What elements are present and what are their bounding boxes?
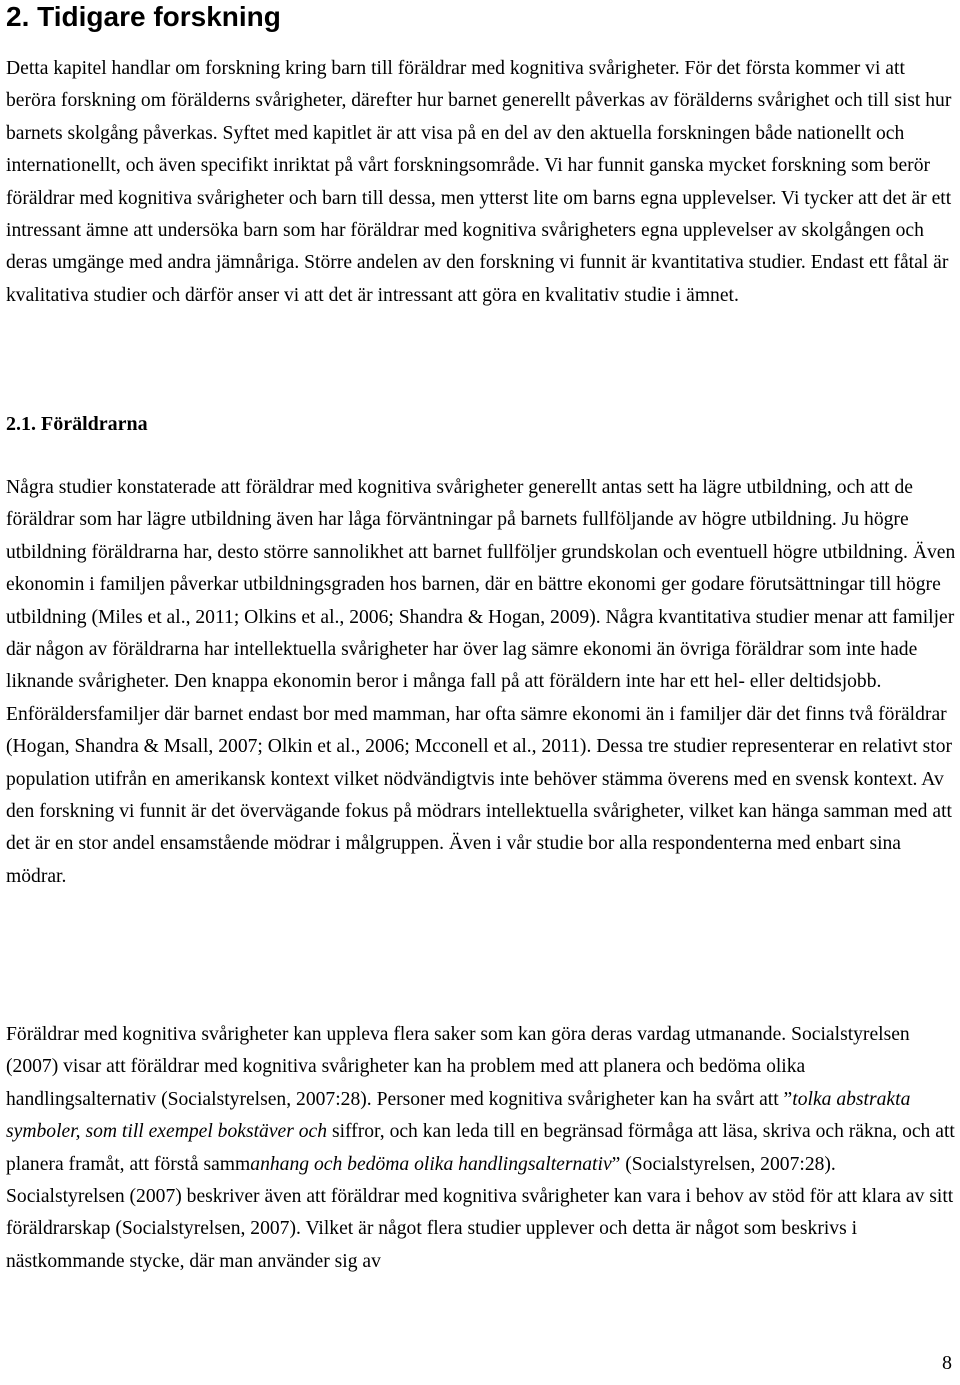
paragraph-2-text-part3: ” (Socialstyrelsen, 2007:28). Socialstyrelsen (2007) beskriver även att föräldrar med kognitiva svårigheter kan vara i behov av stöd för att klara av sitt föräldrarskap (Socialstyrelsen, 2007). Vilket är något flera studier upplever och detta är något som beskrivs i nästkommande stycke, där man använder sig av	[6, 1153, 954, 1272]
page-number: 8	[942, 1352, 952, 1374]
section-paragraph-2	[6, 1019, 956, 1278]
paragraph-2-quote-part1: tolka abstrakta symboler, som till exempel bokstäver och	[6, 1088, 911, 1143]
section-title: 2.1. Föräldrarna	[6, 413, 148, 435]
paragraph-2-quote-part2: anhang och bedöma olika handlingsalternativ	[250, 1153, 612, 1175]
paragraph-2-text-part2: siffror, och kan leda till en begränsad förmåga att läsa, skriva och räkna, och att planera framåt, att förstå samm	[6, 1121, 955, 1175]
chapter-title: 2. Tidigare forskning	[6, 1, 281, 32]
paragraph-2-text-part1: Föräldrar med kognitiva svårigheter kan uppleva flera saker som kan göra deras vardag utmanande. Socialstyrelsen (2007) visar att föräldrar med kognitiva svårigheter kan ha problem med att planera och bedöma olika handlingsalternativ (Socialstyrelsen, 2007:28). Personer med kognitiva svårigheter kan ha svårt att ”	[6, 1024, 910, 1110]
section-paragraph-1: Några studier konstaterade att föräldrar med kognitiva svårigheter generellt antas sett ha lägre utbildning, och att de föräldrar som har lägre utbildning även har låga förväntningar på barnets fullföljande av högre utbildning. Ju högre utbildning föräldrarna har, desto större sannolikhet att barnet fullföljer grundskolan och eventuell högre utbildning. Även ekonomin i familjen påverkar utbildningsgraden hos barnen, där en bättre ekonomi ger godare förutsättningar till högre utbildning (Miles et al., 2011; Olkins et al., 2006; Shandra & Hogan, 2009). Några kvantitativa studier menar att familjer där någon av föräldrarna har intellektuella svårigheter har över lag sämre ekonomi än övriga föräldrar som inte hade liknande svårigheter. Den knappa ekonomin beror i många fall på att föräldern inte har ett hel- eller deltidsjobb. Enföräldersfamiljer där barnet endast bor med mamman, har ofta sämre ekonomi än i familjer där det finns två föräldrar (Hogan, Shandra & Msall, 2007; Olkin et al., 2006; Mcconell et al., 2011). Dessa tre studier representerar en relativt stor population utifrån en amerikansk kontext vilket nödvändigtvis inte behöver stämma överens med en svensk kontext. Av den forskning vi funnit är det övervägande fokus på mödrars intellektuella svårigheter, vilket kan hänga samman med att det är en stor andel ensamstående mödrar i målgruppen. Även i vår studie bor alla respondenterna med enbart sina mödrar.	[6, 477, 956, 887]
chapter-intro-paragraph: Detta kapitel handlar om forskning kring barn till föräldrar med kognitiva svårigheter. För det första kommer vi att beröra forskning om förälderns svårigheter, därefter hur barnet generellt påverkas av förälderns svårighet och till sist hur barnets skolgång påverkas. Syftet med kapitlet är att visa på en del av den aktuella forskningen både nationellt och internationellt, och även specifikt inriktat på vårt forskningsområde. Vi har funnit ganska mycket forskning som berör föräldrar med kognitiva svårigheter och barn till dessa, men ytterst lite om barns egna upplevelser. Vi tycker att det är ett intressant ämne att undersöka barn som har föräldrar med kognitiva svårigheters egna upplevelser av skolgången och deras umgänge med andra jämnåriga. Större andelen av den forskning vi funnit är kvantitativa studier. Endast ett fåtal är kvalitativa studier och därför anser vi att det är intressant att göra en kvalitativ studie i ämnet.	[6, 58, 952, 306]
